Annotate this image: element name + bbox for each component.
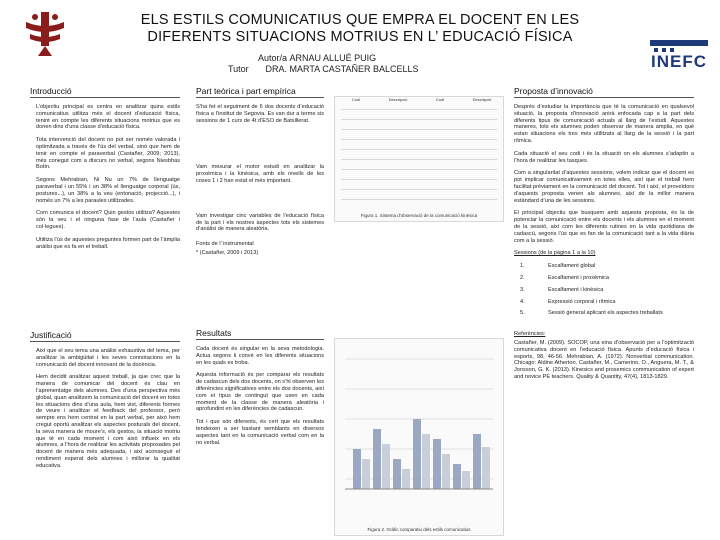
authors-block — [228, 53, 419, 75]
results-paragraph-2: Aquesta informació és per comparar els resultats de cadascun dels dos docents, on s’hi observen les diferències significatives entre els dos docents, així com el tipus de contingut que usen en cada moment de la classe de manera aleatòria i aprofundint en les diferències de cadascun. — [196, 372, 324, 413]
intro-paragraph-3: Segons Mehrabian, Ni Nu un 7% de llenguatge paraverbal i un 55% i un 38% el llenguatge corporal (ús, postures...), un 38% a la veu (entonació, projecció...), i només un 7% a les paraules utilitzades. — [36, 177, 180, 204]
intro-paragraph-4: Com comunica el docent? Quin gestos utilitza? Aquestes són la veu i el ninguna fase de l’aula (Castañer i col·legues). — [36, 210, 180, 230]
proposal-paragraph-3: Com a singularitat d’aquestes sessions, volem indicar que el docent es pot implicar comunicativament en totes elles, així que el treball hem facilitat prèviament en la comunicació del docent. Tot i així, el proveïdors d’aquests proposta venen als alumnes, així de la millor manera estàndard d’una de les sessions. — [514, 170, 694, 204]
title-line-2: DIFERENTS SITUACIONS MOTRIUS EN L’ EDUCACIÓ FÍSICA — [147, 29, 573, 45]
sessions-list — [514, 263, 694, 317]
intro-section — [30, 86, 180, 256]
justification-paragraph-1: Així que el seu tema una anàlisi exhaustiva del tema, per analitzar la ambigüitat i les seves connotacions en la comunicació del docent innovant de la docència. — [36, 348, 180, 368]
table-caption: Figura 1. Sistema d’observació de la comunicació kinèsica — [360, 213, 478, 218]
author-name: ARNAU ALLUÉ PUIG — [289, 53, 377, 63]
session-item: 5. Sessió general aplicant els aspectes treballats — [520, 310, 663, 317]
results-chart-figure — [334, 338, 504, 536]
proposal-paragraph-2: Cada situació el seu codi i és la situació on els alumnes s’adaptin a l’hora de realitzar les tasques. — [514, 150, 694, 164]
theory-section — [196, 86, 324, 263]
table-header-4: Descripció — [472, 97, 492, 102]
tutor-name: DRA. MARTA CASTAÑER BALCELLS — [265, 64, 419, 74]
sessions-label: Sessions (de la pàgina 1 a la 10) — [514, 250, 596, 257]
theory-paragraph-1: S’ha fet el seguiment de 6 dos docents d’educació física a l’institut de Segovia. Es van dur a terme sis sessions de 1 curs de 4t d’ESO de Batxillerat. — [196, 104, 324, 124]
table-header-3: Codi — [435, 97, 445, 102]
session-item: 4. Expressió corporal i rítmica — [520, 298, 616, 305]
session-item: 2. Escalfament i proxèmica — [520, 274, 609, 281]
proposal-section — [514, 86, 694, 387]
intro-paragraph-5: Utilitza l’ús de aquestes preguntes formen part de l’àmplia anàlisi que es fa en el treball. — [36, 236, 180, 250]
proposal-heading: Proposta d’innovació — [514, 86, 694, 98]
table-header-2: Descripció — [388, 97, 408, 102]
references-heading: Referències: — [514, 331, 546, 338]
theory-sources-citation: * (Castañer, 2009 i 2013) — [196, 249, 259, 256]
justification-paragraph-2: Hem decidit analitzar aquest treball, ja que crec que la manera de comunicar del docent és clau en l’aprenentatge dels alumnes. Des d’una perspectiva més global, quan analitzem la comunicació del docent en totes les situacions dins d’una aula, hem vist, diferents formes de veure i analitzar el feedback del professor, però sempre ens hem centrat en la part verbal, per això hem cregut oportú analitzar els aspectes posturals del docent, la seva manera de moure’s, els gestos, la situació motriu que té en cada moment i com això influeix en els alumnes, a l’hora de realitzar les activitats proposades pel docent de manera més adequada, i així aconseguir el rendiment esperat dels alumnes i millorar la qualitat educativa. — [36, 374, 180, 469]
kinesic-table-figure — [334, 96, 504, 222]
results-paragraph-1: Cada docent és singular en la seva metodologia. Actua segons li convé en les diferents situacions en les quals es troba. — [196, 346, 324, 366]
results-section — [196, 328, 324, 452]
intro-heading: Introducció — [30, 86, 180, 98]
proposal-paragraph-1: Després d’estudiar la importància que té la comunicació en qualsevol situació, la proposta d’innovació anirà enfocada cap a la part dels diferents tipus de comunicació actuals al llarg de l’estudi. Aquestes maneres, tots els alumnes poden observar de manera amplia, en què estan situacions els tres més utilitzats al llarg de la sessió i la part rítmica. — [514, 104, 694, 144]
justification-heading: Justificació — [30, 330, 180, 342]
theory-heading: Part teòrica i part empírica — [196, 86, 324, 98]
justification-section — [30, 330, 180, 476]
results-paragraph-3: Tot i que són diferents, és cert que els resultats tendeixen a ser bastant semblants en diversos aspectes tant en la comunicació verbal com en la no verbal. — [196, 419, 324, 446]
author-label: Autor/a — [258, 53, 288, 63]
references-text: Castañer, M. (2009). SOCOP, una eina d’observació per a l’optimització comunicativa docent en l’educació física. Apunts d’educació física i esports, 98, 46-56. Mehrabian, A. (1972). Nonverbal communication. Chicago: Aldine Atherton. Castañer, M., Camerino, O., Anguera, M. T., & Jonsson, G. K. (2013). Kinesics and proxemics communication of expert and novice PE teachers. Quality & Quantity, 47(4), 1813-1829. — [514, 339, 694, 380]
proposal-paragraph-4: El principal objectiu que busquem amb aquesta proposta, és la de potenciar la comunicació entre els docents i els alumnes en el moment de la sessió, així com les diferents rutines en la vida quotidiana de cadascú, segons l’ús que es fan de la comunicació tant a la vida diària com a la sessió. — [514, 210, 694, 244]
table-header-1: Codi — [351, 97, 361, 102]
session-item: 3. Escalfament i kinèsica — [520, 286, 604, 293]
chart-caption: Figura 2. Gràfic comparatiu dels estils comunicatius — [367, 527, 471, 532]
inefc-logo — [650, 40, 708, 74]
theory-sources-label: Fonts de l’ instrumental — [196, 241, 254, 248]
theory-paragraph-3: Vam investigar cinc variables de l’educació física de la part i els nostres aspectes tots els sistemes d’anàlisi de manera aleatòria. — [196, 212, 324, 233]
inefc-logo-text: INEFC — [651, 52, 707, 71]
results-heading: Resultats — [196, 328, 324, 340]
university-logo — [20, 10, 70, 58]
tutor-label: Tutor — [228, 64, 249, 74]
session-item: 1. Escalfament global — [520, 263, 596, 270]
theory-paragraph-2: Vam mesurar el motor estudi en analitzar la proxèmica i la kinèsica, amb els nivells de les coses 1 i 2 han estat el més important. — [196, 164, 324, 184]
intro-paragraph-2: Tota intervenció del docent no pot ser només valorada i optimitzada a través de l’ús del verbal, sinó que hem de tenir en compte el paraverbal (Castañer, 2009; 2013), més conegut com a discurs no verbal, segons Niesbhas Botín. — [36, 137, 180, 171]
intro-paragraph-1: L’objectiu principal es centra en analitzar quins estils comunicatius utilitza més el docent d’educació física, tenint en compte les diferents situacions motrius que es donen dins d’una classe d’educació física. — [36, 104, 180, 131]
title-line-1: ELS ESTILS COMUNICATIUS QUE EMPRA EL DOCENT EN LES — [140, 12, 580, 28]
poster-title — [90, 12, 630, 46]
